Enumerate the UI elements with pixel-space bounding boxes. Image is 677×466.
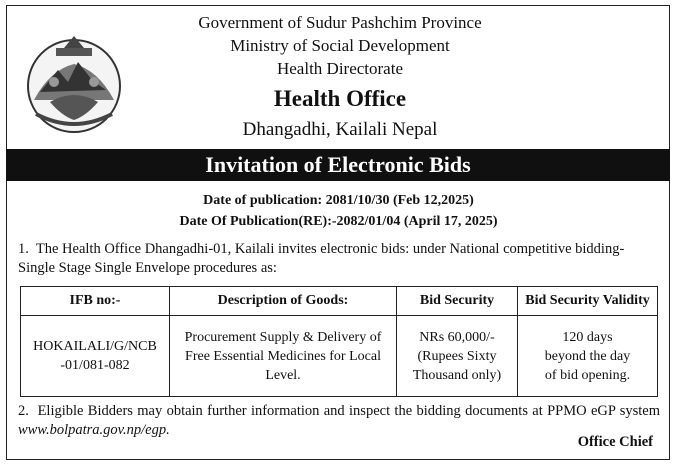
cell-ifb: HOKAILALI/G/NCB-01/081-082 xyxy=(21,316,170,397)
egp-link[interactable]: www.bolpatra.gov.np/egp. xyxy=(18,422,170,438)
table-row xyxy=(21,316,658,397)
cell-security: NRs 60,000/- (Rupees Sixty Thousand only) xyxy=(397,316,518,397)
republication-date: Date Of Publication(RE):-2082/01/04 (April 17, 2025) xyxy=(179,214,498,229)
ministry-line: Ministry of Social Development xyxy=(230,36,450,55)
header-description: Description of Goods: xyxy=(170,287,397,316)
header-ifb: IFB no:- xyxy=(21,287,170,316)
bids-banner: Invitation of Electronic Bids xyxy=(6,149,670,181)
office-location: Dhangadhi, Kailali Nepal xyxy=(242,119,438,140)
bids-table xyxy=(20,286,658,397)
nepal-emblem-icon xyxy=(20,30,128,138)
item-2 xyxy=(18,402,660,440)
cell-description: Procurement Supply & Delivery of Free Essential Medicines for Local Level. xyxy=(170,316,397,397)
header-validity: Bid Security Validity xyxy=(518,287,658,316)
table-header-row xyxy=(21,287,658,316)
office-chief: Office Chief xyxy=(577,434,653,450)
directorate-line: Health Directorate xyxy=(276,59,403,78)
item-2-number: 2. xyxy=(18,403,29,419)
publication-date: Date of publication: 2081/10/30 (Feb 12,2025) xyxy=(203,193,474,208)
government-line: Government of Sudur Pashchim Province xyxy=(198,13,482,32)
item-2-text: Eligible Bidders may obtain further information and inspect the bidding documents at PPMO eGP system xyxy=(37,403,660,419)
header-bid-security: Bid Security xyxy=(397,287,518,316)
item-1-text: The Health Office Dhangadhi-01, Kailali invites electronic bids: under National competitive bidding- Single Stage Single Envelope procedures as: xyxy=(18,241,625,276)
office-title: Health Office xyxy=(273,86,407,111)
item-1-number: 1. xyxy=(18,241,29,257)
cell-validity: 120 days beyond the day of bid opening. xyxy=(518,316,658,397)
item-1 xyxy=(18,240,660,278)
